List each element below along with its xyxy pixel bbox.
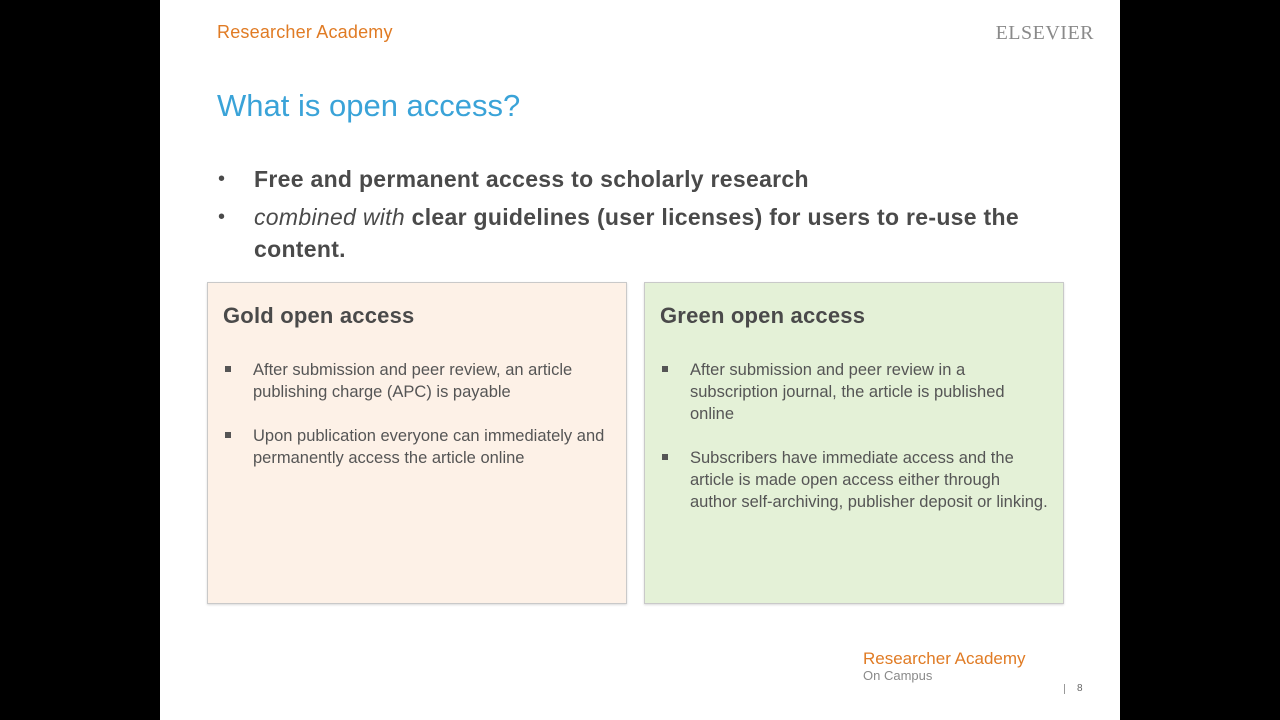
page-number: 8 xyxy=(1077,683,1083,694)
green-box-title: Green open access xyxy=(660,303,866,328)
square-bullet-icon xyxy=(662,454,668,460)
footer-brand-logo: Researcher Academy xyxy=(863,649,1026,668)
list-item-text: Subscribers have immediate access and the article is made open access either through author self-archiving, publisher deposit or linking. xyxy=(690,449,1048,511)
list-item-text: After submission and peer review, an article publishing charge (APC) is payable xyxy=(253,361,573,401)
list-item-text: Upon publication everyone can immediately and permanently access the article online xyxy=(253,427,605,467)
green-open-access-box xyxy=(644,282,1064,604)
bullet-dot-icon: • xyxy=(218,168,226,190)
square-bullet-icon xyxy=(225,366,231,372)
bullet-item xyxy=(218,163,1038,195)
square-bullet-icon xyxy=(225,432,231,438)
list-item xyxy=(660,447,1050,513)
list-item xyxy=(223,359,613,403)
footer-brand-subtitle: On Campus xyxy=(863,668,933,683)
bullet-italic-text: combined with xyxy=(254,204,405,230)
main-bullet-list xyxy=(218,163,1038,271)
list-item-text: After submission and peer review in a subscription journal, the article is published online xyxy=(690,361,1005,423)
green-box-list xyxy=(660,359,1050,535)
square-bullet-icon xyxy=(662,366,668,372)
slide-title: What is open access? xyxy=(217,88,521,123)
list-item xyxy=(223,425,613,469)
bullet-text: clear guidelines (user licenses) for users to re-use the content. xyxy=(254,204,1019,262)
page-number-divider xyxy=(1064,684,1065,694)
gold-box-list xyxy=(223,359,613,491)
list-item xyxy=(660,359,1050,425)
bullet-text: Free and permanent access to scholarly research xyxy=(254,166,809,192)
gold-open-access-box xyxy=(207,282,627,604)
bullet-dot-icon: • xyxy=(218,206,226,228)
publisher-logo: ELSEVIER xyxy=(995,22,1094,44)
bullet-item xyxy=(218,201,1038,265)
header-brand-logo: Researcher Academy xyxy=(217,22,393,42)
slide xyxy=(160,0,1120,720)
gold-box-title: Gold open access xyxy=(223,303,415,328)
